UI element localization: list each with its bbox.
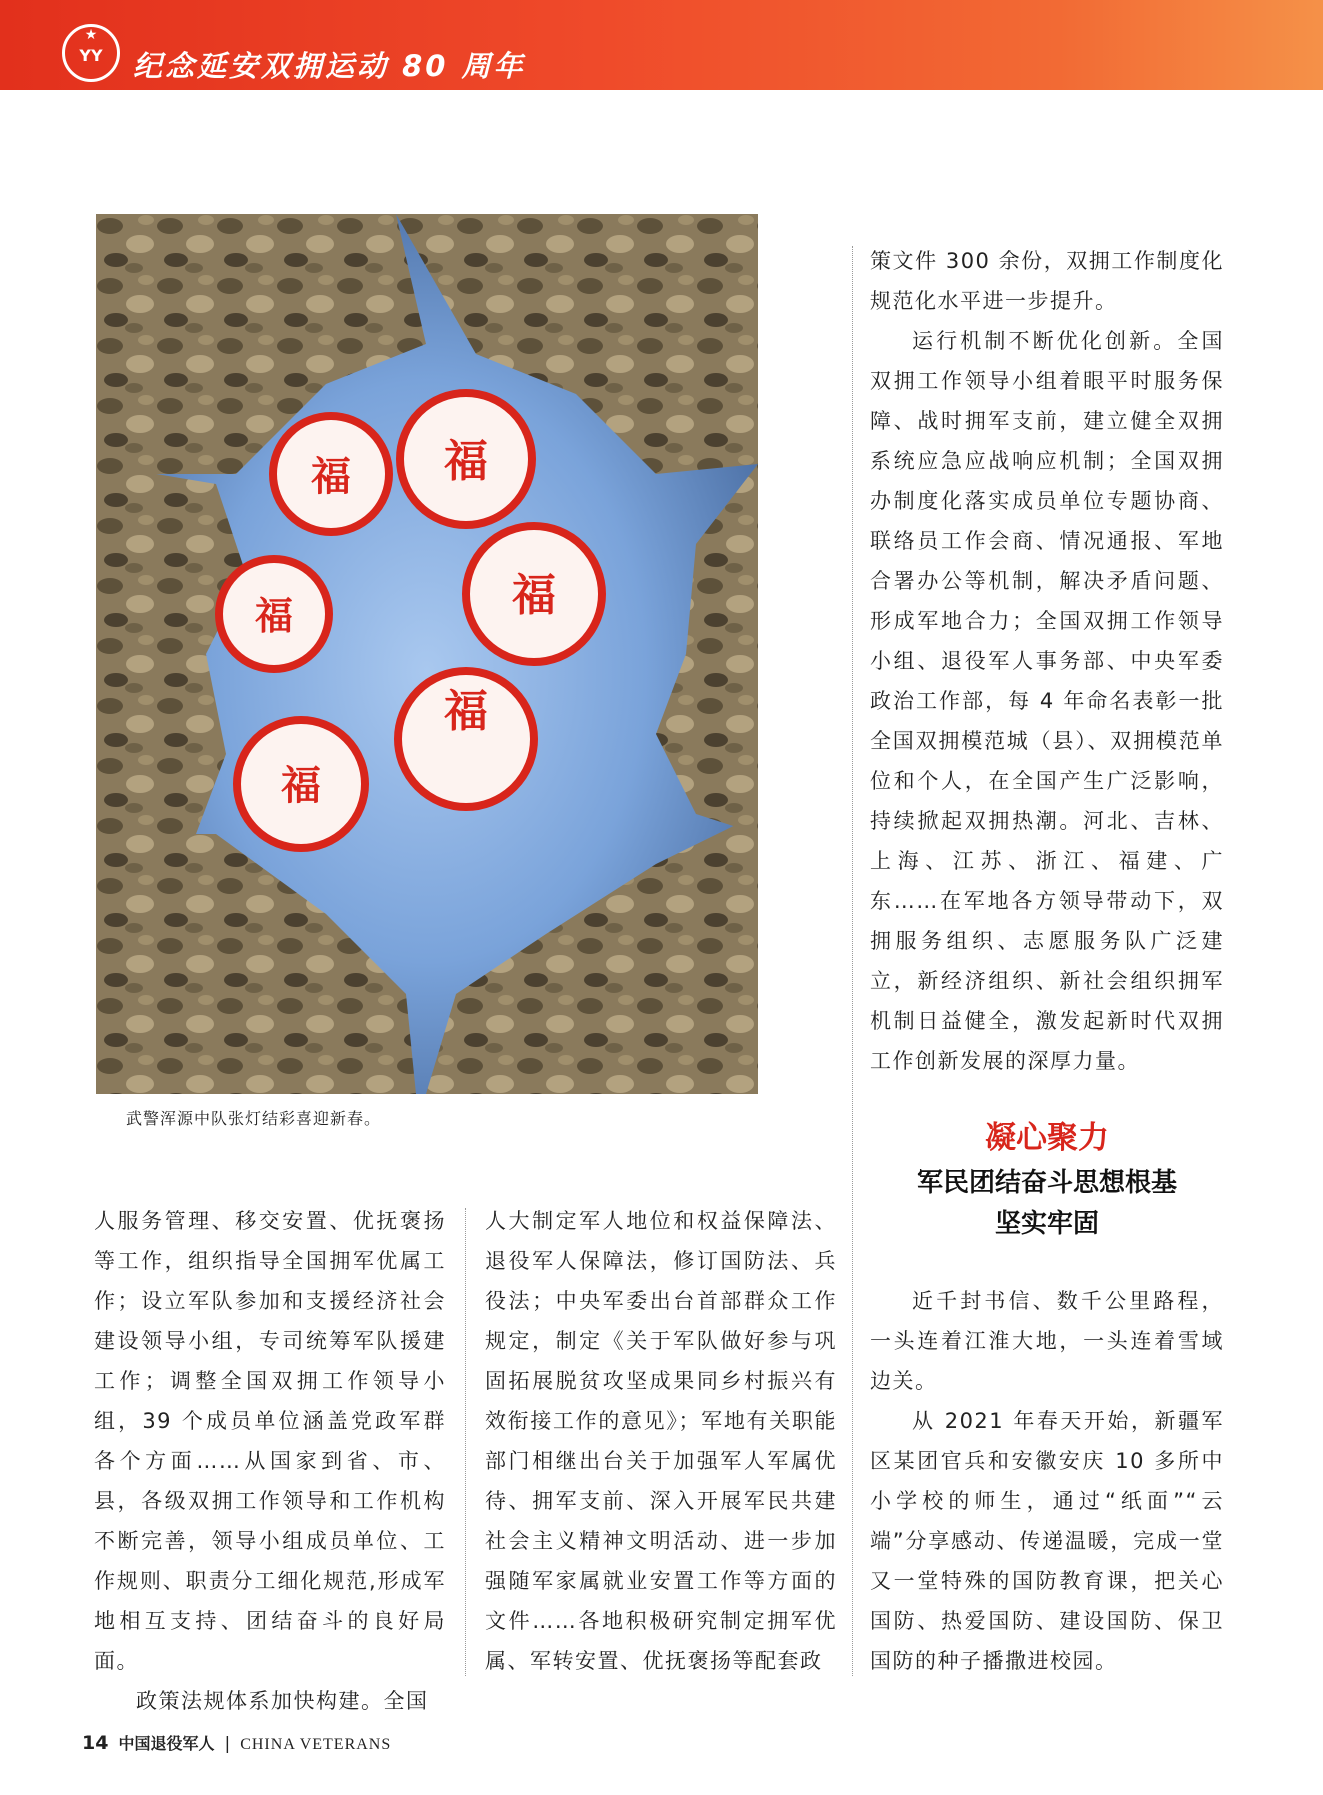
section-heading: 凝心聚力 [985,1120,1109,1156]
medallion-char-2: 福 [444,436,488,487]
column-divider-left [465,1208,466,1676]
section-subheading-line1: 军民团结奋斗思想根基 [916,1168,1177,1198]
page-header-title: 纪念延安双拥运动 80 周年 [133,49,526,83]
paragraph: 政策法规体系加快构建。全国 [136,1689,429,1713]
text-column-middle-bottom [485,1201,837,1681]
medallion-char-5: 福 [444,686,488,737]
text-column-left-bottom [94,1201,446,1721]
soldiers-holding-decorations-photo [96,214,758,1094]
section-subheading-line2: 坚实牢固 [994,1209,1099,1239]
column-divider-right [852,246,853,1676]
header-band [0,0,1323,90]
page-footer [82,1731,391,1754]
medallion-char-4: 福 [254,594,294,638]
magazine-name-cn: 中国退役军人 [118,1734,215,1753]
paragraph: 人服务管理、移交安置、优抚褒扬等工作，组织指导全国拥军优属工作；设立军队参加和支援经济社会建设领导小组，专司统筹军队援建工作；调整全国双拥工作领导小组，39 个成员单位涵盖党政军群各个方面……从国家到省、市、县，各级双拥工作领导和工作机构不断完善，领导小组成员单位、工作规则、职责分工细化规范,形成军地相互支持、团结奋斗的良好局面。 [94,1209,446,1673]
photo-illustration [96,214,758,1094]
medallion-char-3: 福 [512,570,556,621]
text-column-right-bottom [870,1281,1224,1681]
paragraph: 策文件 300 余份，双拥工作制度化规范化水平进一步提升。 [870,249,1224,313]
paragraph: 近千封书信、数千公里路程，一头连着江淮大地，一头连着雪域边关。 [870,1289,1224,1393]
footer-separator: | [224,1734,231,1754]
paragraph: 人大制定军人地位和权益保障法、退役军人保障法，修订国防法、兵役法；中央军委出台首部群众工作规定，制定《关于军队做好参与巩固拓展脱贫攻坚成果同乡村振兴有效衔接工作的意见》；军地有关职能部门相继出台关于加强军人军属优待、拥军支前、深入开展军民共建社会主义精神文明活动、进一步加强随军家属就业安置工作等方面的文件……各地积极研究制定拥军优属、军转安置、优抚褒扬等配套政 [485,1209,837,1673]
paragraph: 从 2021 年春天开始，新疆军区某团官兵和安徽安庆 10 多所中小学校的师生，通过“纸面”“云端”分享感动、传递温暖，完成一堂又一堂特殊的国防教育课，把关心国防、热爱国防、建设国防、保卫国防的种子播撒进校园。 [870,1409,1224,1673]
text-column-right-top [870,241,1224,1081]
page-number: 14 [82,1732,109,1754]
magazine-name-en: CHINA VETERANS [240,1736,392,1753]
double-support-emblem-icon: ★ YY [62,24,120,82]
photo-caption: 武警浑源中队张灯结彩喜迎新春。 [126,1109,382,1128]
medallion-char-1: 福 [311,454,351,500]
paragraph: 运行机制不断优化创新。全国双拥工作领导小组着眼平时服务保障、战时拥军支前，建立健全双拥系统应急应战响应机制；全国双拥办制度化落实成员单位专题协商、联络员工作会商、情况通报、军地合署办公等机制，解决矛盾问题、形成军地合力；全国双拥工作领导小组、退役军人事务部、中央军委政治工作部，每 4 年命名表彰一批全国双拥模范城（县）、双拥模范单位和个人，在全国产生广泛影响，持续掀起双拥热潮。河北、吉林、上海、江苏、浙江、福建、广东……在军地各方领导带动下，双拥服务组织、志愿服务队广泛建立，新经济组织、新社会组织拥军机制日益健全，激发起新时代双拥工作创新发展的深厚力量。 [870,329,1224,1073]
emblem-mark: YY [79,46,103,65]
medallion-char-6: 福 [281,763,321,809]
